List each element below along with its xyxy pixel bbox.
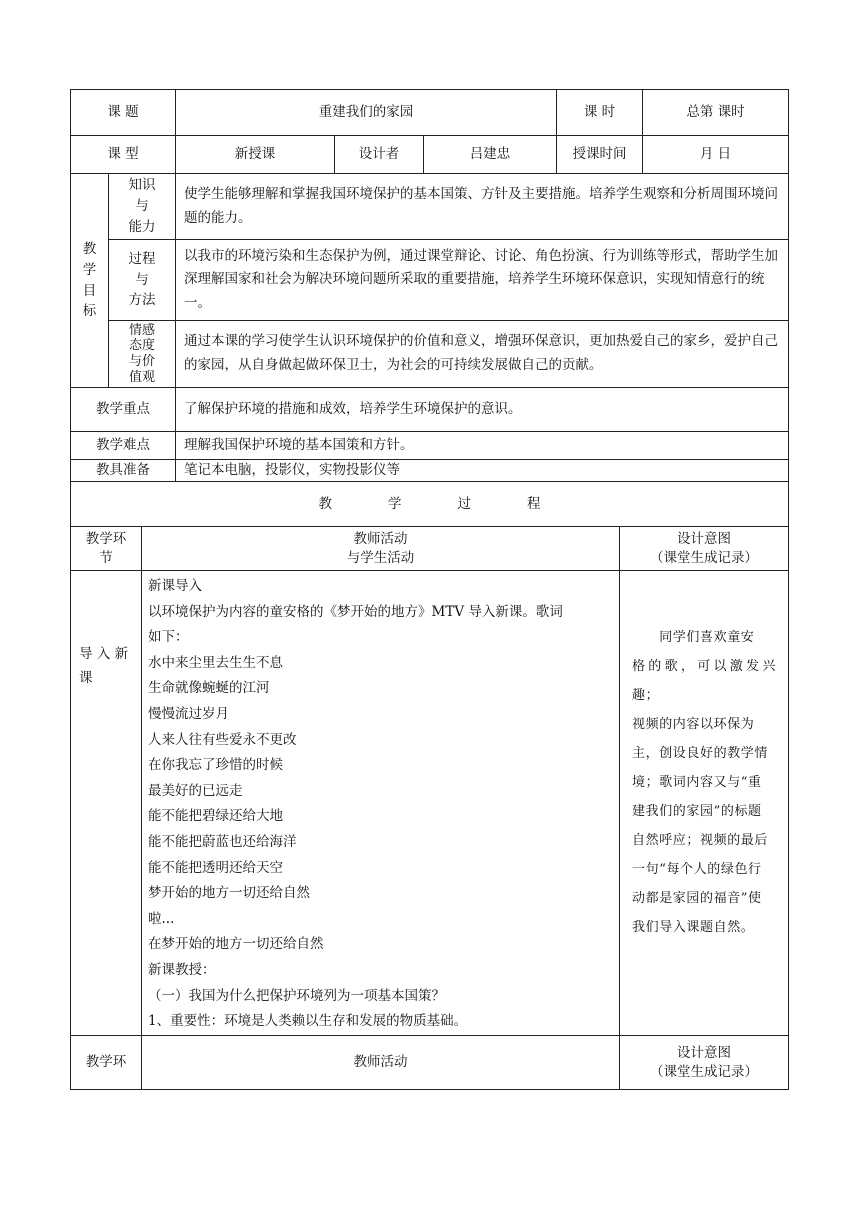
process-intent-header: 设计意图 （课堂生成记录） [620, 527, 789, 571]
type-label: 课 型 [71, 136, 176, 174]
intro-line: 啦... [148, 910, 175, 927]
intro-line: 最美好的已远走 [148, 782, 243, 799]
intro-line: 在你我忘了珍惜的时候 [148, 757, 283, 774]
time-label: 授课时间 [557, 136, 643, 174]
intro-line: 在梦开始的地方一切还给自然 [148, 936, 324, 953]
goals-table [70, 173, 789, 527]
intro-line: 梦开始的地方一切还给自然 [148, 885, 310, 902]
designer-label: 设计者 [335, 136, 424, 174]
process-activity-header: 教师活动 与学生活动 [142, 527, 620, 571]
difficulty-label: 教学难点 [71, 432, 176, 460]
intro-line: 能不能把透明还给天空 [148, 859, 283, 876]
footer-activity-header: 教师活动 [142, 1036, 620, 1090]
intro-line: 能不能把碧绿还给大地 [148, 808, 283, 825]
intro-line: 新课教授： [148, 961, 216, 978]
key-point-text: 了解保护环境的措施和成效，培养学生环境保护的意识。 [176, 388, 789, 432]
intro-line: 人来人往有些爱永不更改 [148, 731, 297, 748]
tools-label: 教具准备 [71, 460, 176, 482]
lesson-plan [70, 89, 788, 1090]
intro-line: 以环境保护为内容的童安格的《梦开始的地方》MTV 导入新课。歌词 [148, 603, 563, 620]
goal-attitude-text: 通过本课的学习使学生认识环境保护的价值和意义，增强环保意识，更加热爱自己的家乡，爱护自己的家园，从自身做起做环保卫士，为社会的可持续发展做自己的贡献。 [176, 321, 789, 388]
intro-line: 能不能把蔚蓝也还给海洋 [148, 833, 297, 850]
difficulty-text: 理解我国保护环境的基本国策和方针。 [176, 432, 789, 460]
type-value: 新授课 [176, 136, 335, 174]
intro-intent: 同学们喜欢童安 格的歌，可以激发兴趣； 视频的内容以环保为 主，创设良好的教学情 境；歌词内容又与“重 建我们的家园”的标题 自然呼应；视频的最后 一句“每个人的绿色行 动都是家园的福音”使 我们导入课题自然。 [620, 571, 789, 1036]
goal-process-label: 过程 与 方法 [109, 240, 176, 321]
process-step-header: 教学环 节 [71, 527, 142, 571]
intro-line: 如下： [148, 629, 189, 646]
period-value: 总第 课时 [643, 90, 789, 136]
intro-activity [142, 571, 620, 1036]
topic-label: 课 题 [71, 90, 176, 136]
intro-line: 1、重要性：环境是人类赖以生存和发展的物质基础。 [148, 1013, 468, 1030]
key-point-label: 教学重点 [71, 388, 176, 432]
intro-line: 生命就像蜿蜒的江河 [148, 680, 270, 697]
intro-line: 新课导入 [148, 578, 202, 594]
goal-process-text: 以我市的环境污染和生态保护为例，通过课堂辩论、讨论、角色扮演、行为训练等形式，帮助学生加深理解国家和社会为解决环境问题所采取的重要措施，培养学生环境环保意识，实现知情意行的统一。 [176, 240, 789, 321]
designer-value: 吕建忠 [424, 136, 557, 174]
header-table [70, 89, 789, 174]
footer-intent-header: 设计意图 （课堂生成记录） [620, 1036, 789, 1090]
topic-value: 重建我们的家园 [176, 90, 557, 136]
goals-label: 教 学 目 标 [71, 174, 109, 388]
tools-text: 笔记本电脑，投影仪，实物投影仪等 [176, 460, 789, 482]
goal-attitude-label: 情感 态度 与价 值观 [109, 321, 176, 388]
goal-knowledge-text: 使学生能够理解和掌握我国环境保护的基本国策、方针及主要措施。培养学生观察和分析周围环境问题的能力。 [176, 174, 789, 240]
period-label: 课 时 [557, 90, 643, 136]
process-title: 教 学 过 程 [71, 482, 789, 527]
goal-knowledge-label: 知识 与 能力 [109, 174, 176, 240]
intro-step-label: 导 入 新 课 [71, 571, 142, 1036]
footer-step-header: 教学环 [71, 1036, 142, 1090]
process-table [70, 526, 789, 1090]
intro-line: （一）我国为什么把保护环境列为一项基本国策？ [148, 987, 445, 1004]
intro-line: 水中来尘里去生生不息 [148, 654, 283, 671]
intro-line: 慢慢流过岁月 [148, 705, 229, 722]
time-value: 月 日 [643, 136, 789, 174]
